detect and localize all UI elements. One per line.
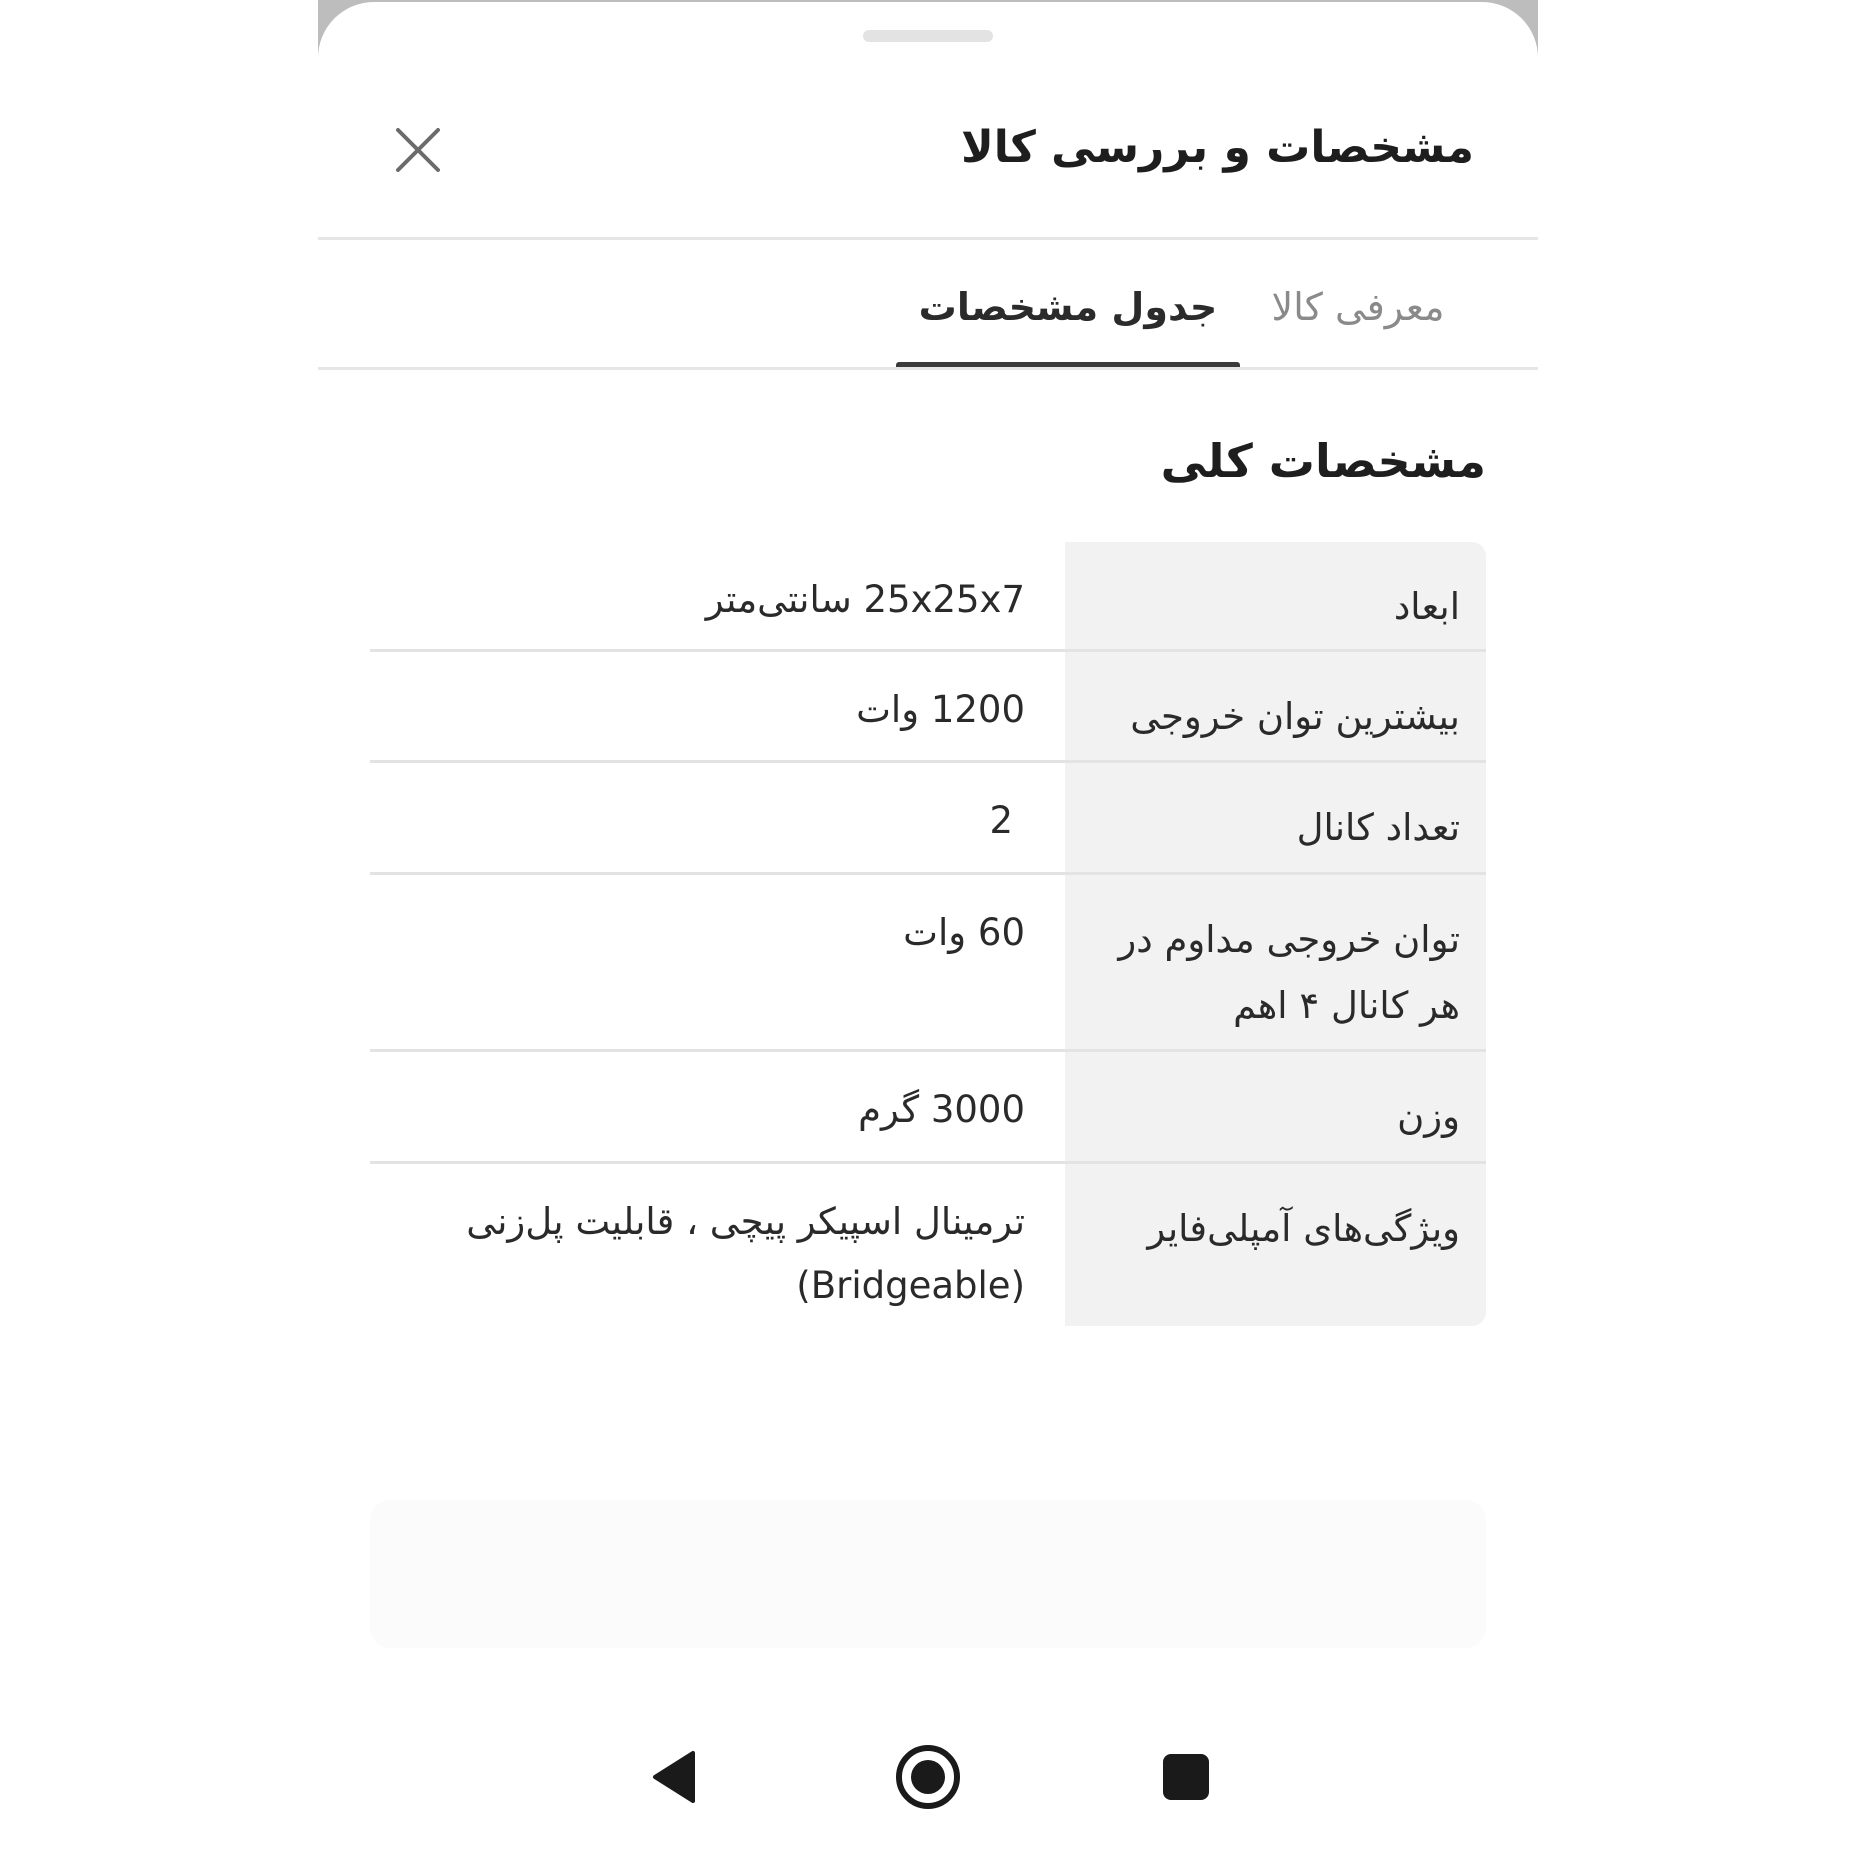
- spec-value: 3000 گرم: [858, 1088, 1025, 1131]
- nav-back-button[interactable]: [630, 1722, 720, 1832]
- nav-recents-button[interactable]: [1141, 1722, 1231, 1832]
- section-title: مشخصات کلی: [1160, 434, 1486, 488]
- tab-product-intro[interactable]: معرفی کالا: [1271, 285, 1445, 329]
- close-button[interactable]: [390, 122, 446, 178]
- recents-square-icon: [1158, 1749, 1214, 1805]
- spec-value: 2: [989, 799, 1013, 842]
- spec-key: ویژگی‌های آمپلی‌فایر: [1065, 1164, 1486, 1326]
- spec-row-channels: [370, 763, 1486, 875]
- sheet-header: [318, 62, 1538, 240]
- spec-table: [370, 542, 1486, 1326]
- spec-value: 1200 وات: [856, 688, 1025, 731]
- spec-key: بیشترین توان خروجی: [1065, 652, 1486, 760]
- tab-bar: [318, 240, 1538, 370]
- active-tab-indicator: [896, 362, 1240, 367]
- spec-value: ترمینال اسپیکر پیچی ، قابلیت پل‌زنی (Bridgeable): [466, 1200, 1025, 1307]
- spec-row-amp-features: [370, 1164, 1486, 1326]
- spec-key: توان خروجی مداوم در هر کانال ۴ اهم: [1065, 875, 1486, 1049]
- sheet-title: مشخصات و بررسی کالا: [960, 122, 1474, 173]
- spec-row-max-power: [370, 652, 1486, 763]
- nav-home-button[interactable]: [883, 1722, 973, 1832]
- spec-row-rms-power: [370, 875, 1486, 1052]
- bottom-sheet: [318, 2, 1538, 1855]
- sheet-drag-handle[interactable]: [863, 30, 993, 42]
- spec-value: 60 وات: [903, 911, 1025, 954]
- spec-key: تعداد کانال: [1065, 763, 1486, 872]
- faded-card: [370, 1500, 1486, 1648]
- spec-value: 25x25x7 سانتی‌متر: [705, 578, 1025, 621]
- close-icon: [390, 122, 446, 178]
- home-circle-icon: [893, 1742, 963, 1812]
- system-nav-bar: [318, 1722, 1538, 1832]
- spec-row-weight: [370, 1052, 1486, 1164]
- tab-specs-table[interactable]: جدول مشخصات: [918, 285, 1218, 329]
- spec-row-dimensions: [370, 542, 1486, 652]
- spec-key: ابعاد: [1065, 542, 1486, 649]
- phone-frame: [318, 0, 1538, 1855]
- back-triangle-icon: [645, 1747, 705, 1807]
- spec-key: وزن: [1065, 1052, 1486, 1161]
